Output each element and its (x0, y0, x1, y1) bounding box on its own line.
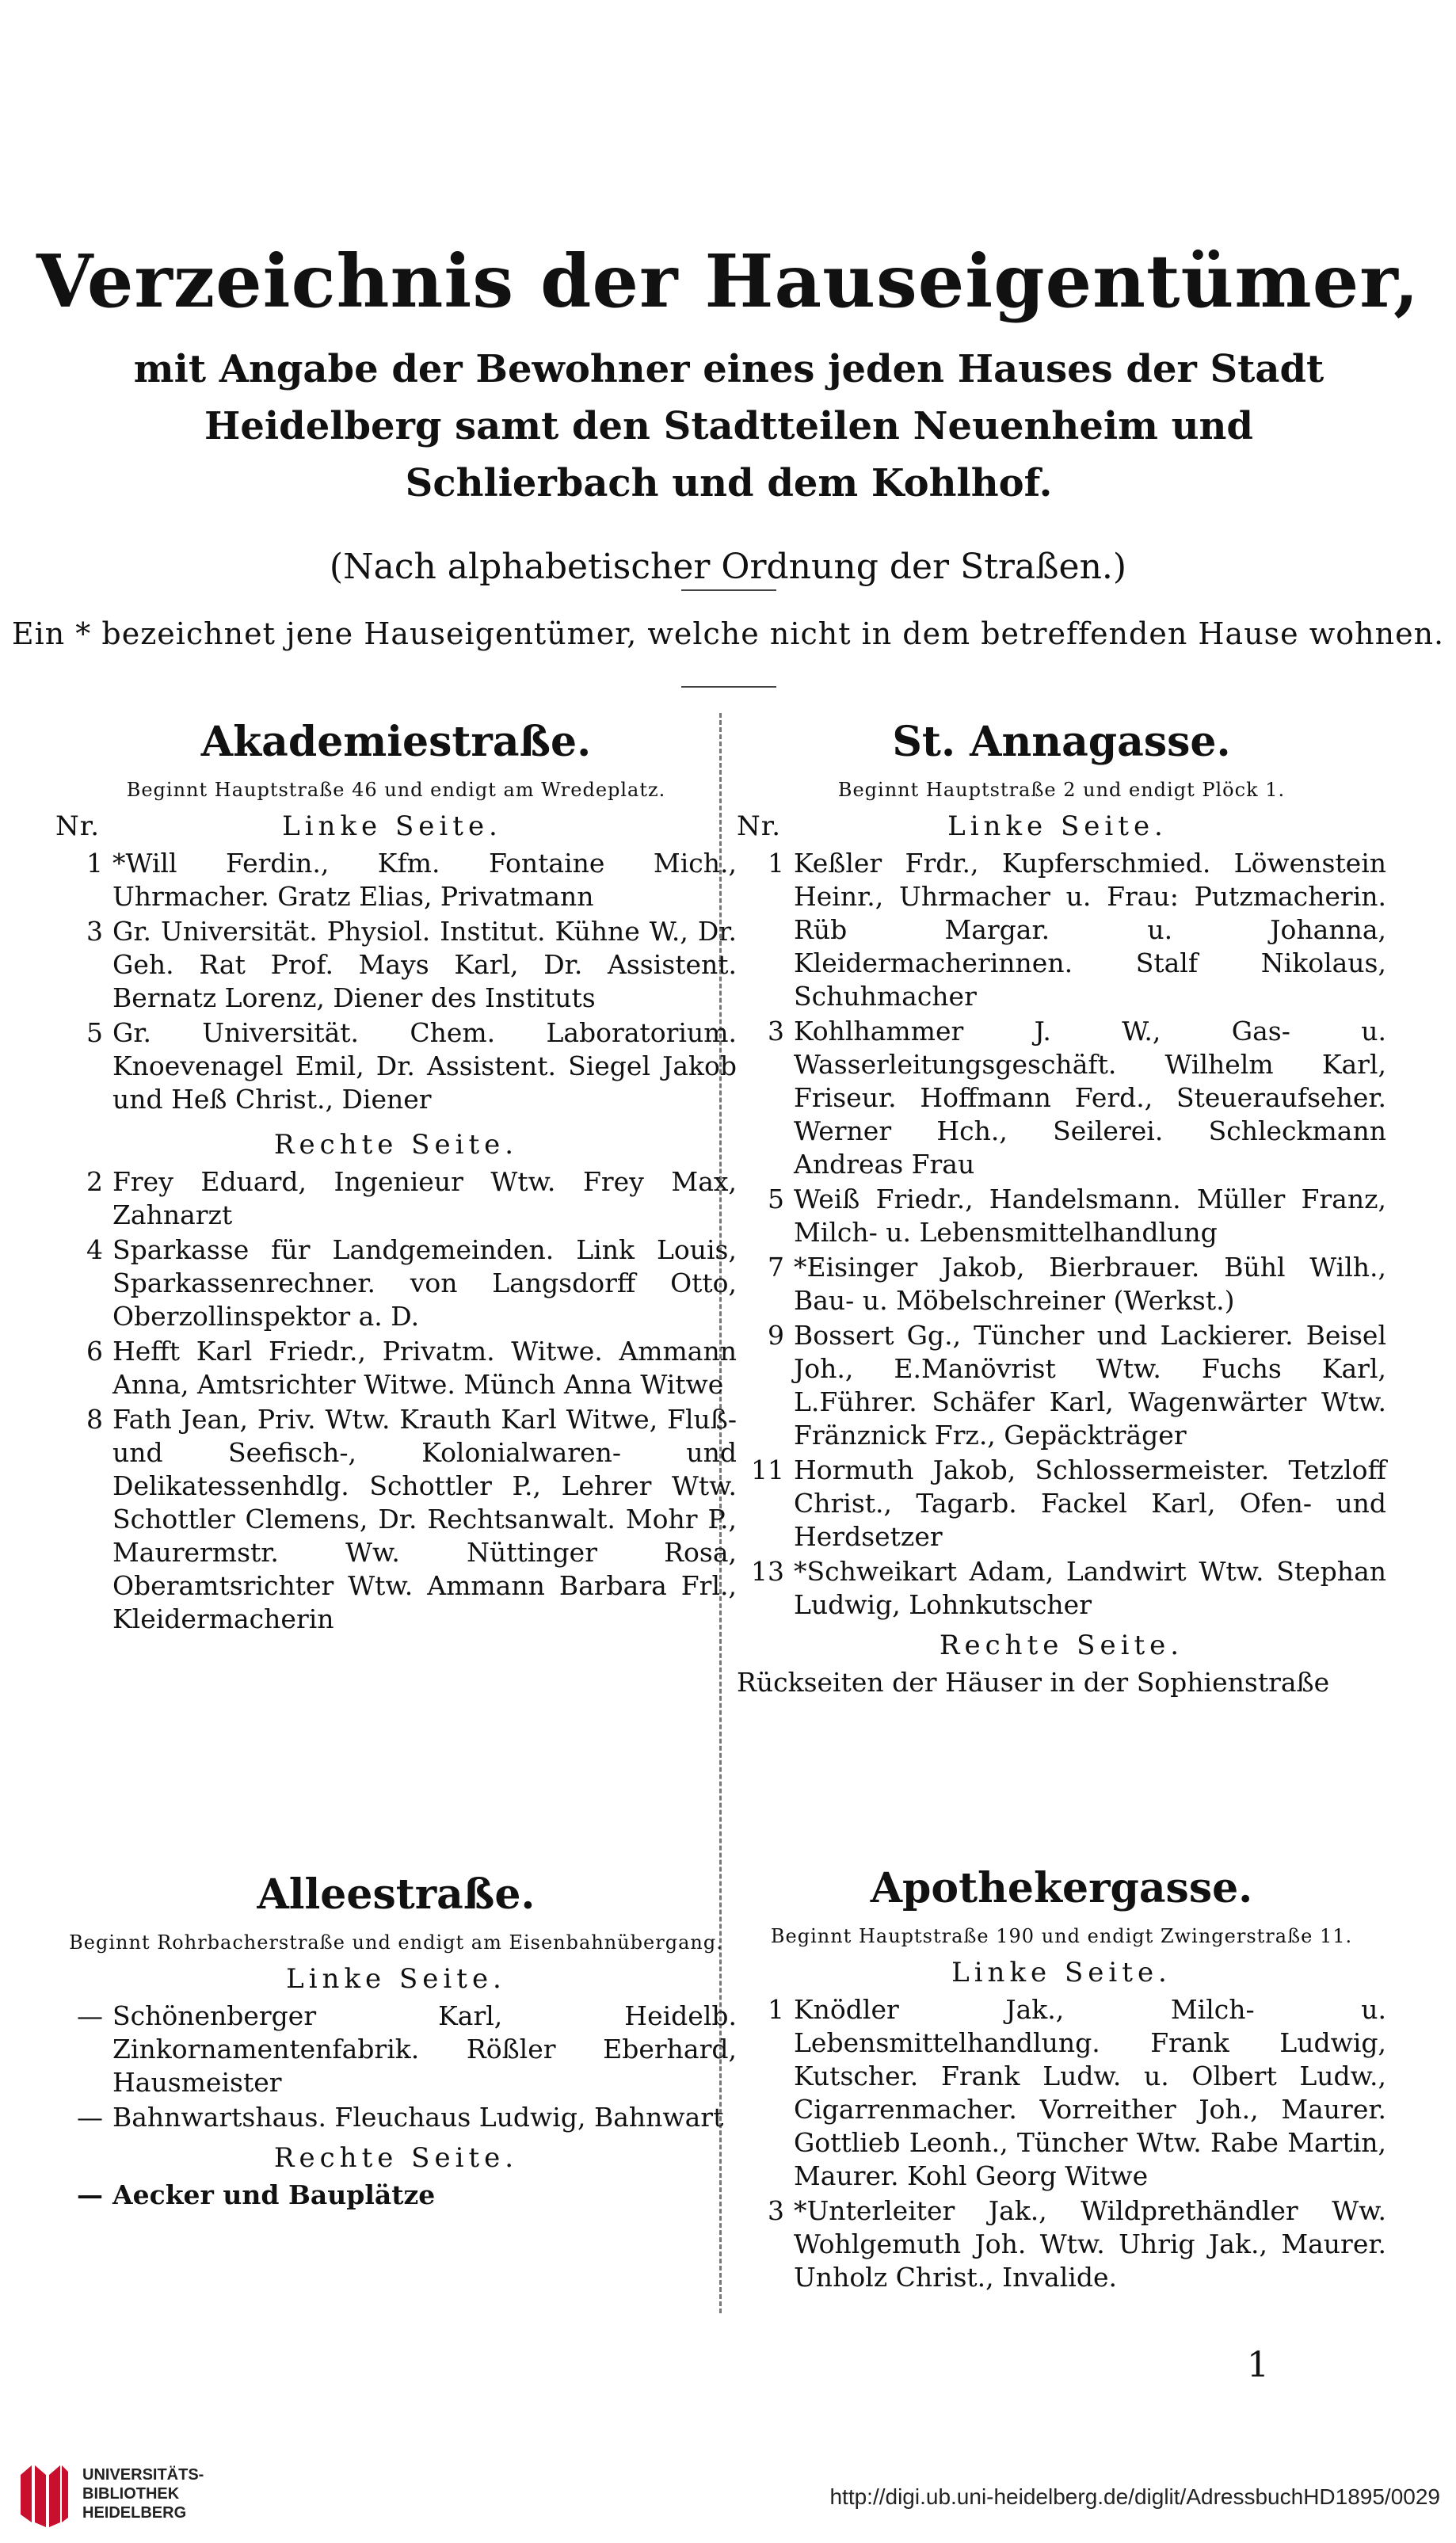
side-heading-rechts (55, 1129, 737, 1161)
links-label: Linke Seite. (282, 810, 502, 842)
source-url-link[interactable]: http://digi.ub.uni-heidelberg.de/diglit/AdressbuchHD1895/0029 (829, 2484, 1440, 2509)
legend-rule (681, 686, 776, 688)
page-subtitle: mit Angabe der Bewohner eines jeden Hauses der Stadt Heidelberg samt den Stadtteilen Neuenheim und Schlierbach und dem Kohlhof. (133, 347, 1325, 505)
list-item: 5 Gr. Universität. Chem. Laboratorium. Knoevenagel Emil, Dr. Assistent. Siegel Jakob und Heß Christ., Diener (86, 1017, 737, 1115)
list-item: 8 Fath Jean, Priv. Wtw. Krauth Karl Witwe, Fluß- und Seefisch-, Kolonialwaren- und Delikatessenhdlg. Schottler P., Lehrer Wtw. Schottler Clemens, Dr. Rechtsanwalt. Mohr P., Maurermstr. Ww. Nüttinger Rosa, Oberamtsrichter Wtw. Ammann Barbara Frl., Kleidermacherin (86, 1404, 737, 1634)
library-logo-icon (16, 2459, 71, 2530)
street-begin-apotheker: Beginnt Hauptstraße 190 und endigt Zwingerstraße 11. (770, 1925, 1353, 1947)
list-item: 3 Gr. Universität. Physiol. Institut. Kühne W., Dr. Geh. Rat Prof. Mays Karl, Dr. Assistent. Bernatz Lorenz, Diener des Instituts (86, 916, 737, 1013)
street-begin-akademie: Beginnt Hauptstraße 46 und endigt am Wredeplatz. (126, 779, 666, 801)
rechts-note: Rückseiten der Häuser in der Sophienstraße (737, 1667, 1330, 1698)
right-column-apotheker (737, 1863, 1386, 2296)
page-title: Verzeichnis der Hauseigentümer, (36, 238, 1420, 324)
side-heading-rechts: Rechte Seite. (273, 2142, 519, 2174)
list-item: 11 Hormuth Jakob, Schlossermeister. Tetzloff Christ., Tagarb. Fackel Karl, Ofen- und Herdsetzer (751, 1455, 1386, 1552)
list-item: 1 Knödler Jak., Milch- u. Lebensmittelhandlung. Frank Ludwig, Kutscher. Frank Ludw. u. Olbert Ludw., Cigarrenmacher. Vorreither Joh., Maurer. Gottlieb Leonh., Tüncher Wtw. Rabe Martin, Maurer. Kohl Georg Witwe (768, 1994, 1386, 2191)
list-item: 2 Frey Eduard, Ingenieur Wtw. Frey Max, Zahnarzt (86, 1166, 737, 1230)
list-item: 5 Weiß Friedr., Handelsmann. Müller Franz, Milch- u. Lebensmittelhandlung (768, 1184, 1386, 1248)
street-heading-anna: St. Annagasse. (892, 718, 1231, 766)
street-heading-apotheker: Apothekergasse. (870, 1864, 1253, 1912)
street-heading-akademie: Akademiestraße. (200, 718, 592, 766)
asterisk-legend: Ein * bezeichnet jene Hauseigentümer, welche nicht in dem betreffenden Hause wohnen. (11, 616, 1445, 651)
library-name: UNIVERSITÄTS- BIBLIOTHEK HEIDELBERG (82, 2466, 204, 2522)
side-heading-links: Linke Seite. (951, 1957, 1172, 1988)
page-number: 1 (1247, 2345, 1269, 2385)
side-heading-links: Nr. Linke Seite. (737, 810, 1168, 842)
side-heading-links (55, 810, 737, 842)
left-column (55, 717, 737, 1638)
left-column-allee (55, 1870, 737, 2213)
list-item: 9 Bossert Gg., Tüncher und Lackierer. Beisel Joh., E.Manövrist Wtw. Fuchs Karl, L.Führer. Schäfer Karl, Wagenwärter Wtw. Fränznick Frz., Gepäckträger (768, 1320, 1386, 1451)
footer-bar (0, 2448, 1456, 2543)
side-heading-links: Linke Seite. (286, 1963, 506, 1995)
ordering-note: (Nach alphabetischer Ordnung der Straßen.) (329, 547, 1127, 587)
list-item: 4 Sparkasse für Landgemeinden. Link Louis, Sparkassenrechner. von Langsdorff Otto, Oberzollinspektor a. D. (86, 1234, 737, 1332)
list-item: 1 *Will Ferdin., Kfm. Fontaine Mich., Uhrmacher. Gratz Elias, Privatmann (86, 848, 737, 912)
list-item: 1 Keßler Frdr., Kupferschmied. Löwenstein Heinr., Uhrmacher u. Frau: Putzmacherin. Rüb Margar. u. Johanna, Kleidermacherinnen. Stalf Nikolaus, Schuhmacher (768, 848, 1386, 1012)
street-begin-allee: Beginnt Rohrbacherstraße und endigt am Eisenbahnübergang. (69, 1931, 723, 1954)
street-heading-allee: Alleestraße. (257, 1870, 536, 1919)
list-item: — Bahnwartshaus. Fleuchaus Ludwig, Bahnwart (77, 2102, 724, 2133)
nr-label: Nr. (55, 810, 101, 842)
title-rule (681, 589, 776, 591)
rechts-label: Rechte Seite. (273, 1129, 519, 1161)
list-item: 3 Kohlhammer J. W., Gas- u. Wasserleitungsgeschäft. Wilhelm Karl, Friseur. Hoffmann Ferd., Steueraufseher. Werner Hch., Seilerei. Schleckmann Andreas Frau (768, 1016, 1386, 1180)
list-item: — Aecker und Bauplätze (77, 2179, 436, 2210)
list-item: — Schönenberger Karl, Heidelb. Zinkornamentenfabrik. Rößler Eberhard, Hausmeister (77, 2000, 737, 2098)
list-item: 13 *Schweikart Adam, Landwirt Wtw. Stephan Ludwig, Lohnkutscher (751, 1556, 1386, 1620)
list-item: 6 Hefft Karl Friedr., Privatm. Witwe. Ammann Anna, Amtsrichter Witwe. Münch Anna Witwe (86, 1336, 737, 1400)
list-item: 3 *Unterleiter Jak., Wildprethändler Ww. Wohlgemuth Joh. Wtw. Uhrig Jak., Maurer. Unholz Christ., Invalide. (768, 2195, 1386, 2293)
right-column (737, 717, 1386, 1699)
side-heading-rechts: Rechte Seite. (939, 1630, 1184, 1661)
street-begin-anna: Beginnt Hauptstraße 2 und endigt Plöck 1. (837, 779, 1286, 801)
list-item: 7 *Eisinger Jakob, Bierbrauer. Bühl Wilh., Bau- u. Möbelschreiner (Werkst.) (768, 1252, 1386, 1316)
